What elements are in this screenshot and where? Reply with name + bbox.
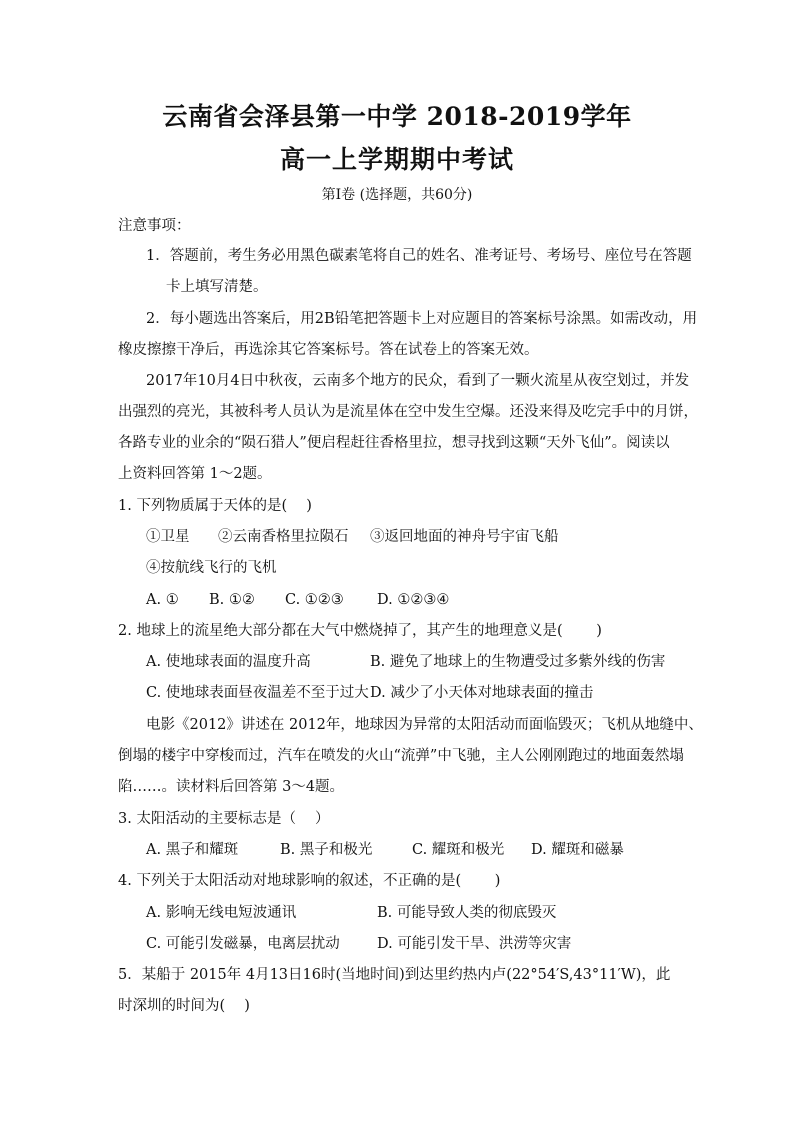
q1-item-4: ④按航线飞行的飞机: [146, 560, 277, 576]
q2-stem: 2. 地球上的流星绝大部分都在大气中燃烧掉了，其产生的地理意义是( ): [118, 623, 602, 639]
q2-option-d: D. 减少了小天体对地球表面的撞击: [370, 685, 594, 701]
q1-stem: 1. 下列物质属于天体的是( ): [118, 498, 312, 514]
q3-option-a: A. 黑子和耀斑: [146, 842, 239, 858]
passage1-line1: 2017年10月4日中秋夜，云南多个地方的民众，看到了一颗火流星从夜空划过，并发: [146, 373, 690, 389]
q3-option-c: C. 耀斑和极光: [412, 842, 505, 858]
q1-item-2: ②云南香格里拉陨石: [218, 529, 349, 545]
q4-option-c: C. 可能引发磁暴，电离层扰动: [146, 936, 340, 952]
notes-heading: 注意事项：: [118, 218, 191, 234]
q2-option-a: A. 使地球表面的温度升高: [146, 654, 311, 670]
exam-title-line1: 云南省会泽县第一中学 2018-2019学年: [162, 102, 632, 131]
q1-item-3: ③返回地面的神舟号宇宙飞船: [370, 529, 559, 545]
passage2-line1: 电影《2012》讲述在 2012年，地球因为异常的太阳活动而面临毁灭；飞机从地缝中、: [146, 717, 703, 733]
q4-option-a: A. 影响无线电短波通讯: [146, 905, 297, 921]
q3-option-b: B. 黑子和极光: [280, 842, 373, 858]
q1-option-d: D. ①②③④: [377, 592, 450, 608]
notes-item1-line2: 卡上填写清楚。: [166, 279, 268, 295]
q2-option-c: C. 使地球表面昼夜温差不至于过大: [146, 685, 369, 701]
q5-stem-line2: 时深圳的时间为( ): [118, 998, 250, 1014]
q5-stem-line1: 5．某船于 2015年 4月13日16时(当地时间)到达里约热内卢(22°54′S,43°11′W)，此: [118, 967, 671, 983]
q4-option-b: B. 可能导致人类的彻底毁灭: [377, 905, 557, 921]
q1-option-c: C. ①②③: [285, 592, 344, 608]
q1-option-a: A. ①: [146, 592, 179, 608]
passage1-line2: 出强烈的亮光，其被科考人员认为是流星体在空中发生空爆。还没来得及吃完手中的月饼，: [118, 404, 698, 420]
q1-option-b: B. ①②: [209, 592, 255, 608]
section-subtitle: 第Ⅰ卷 (选择题，共60分): [321, 187, 473, 203]
notes-item2-line1: 2．每小题选出答案后，用2B铅笔把答题卡上对应题目的答案标号涂黑。如需改动，用: [146, 311, 698, 327]
passage1-line3: 各路专业的业余的“陨石猎人”便启程赶往香格里拉，想寻找到这颗“天外飞仙”。阅读以: [118, 435, 670, 451]
passage1-line4: 上资料回答第 1～2题。: [118, 466, 272, 482]
q2-option-b: B. 避免了地球上的生物遭受过多紫外线的伤害: [370, 654, 666, 670]
q1-item-1: ①卫星: [146, 529, 190, 545]
notes-item2-line2: 橡皮擦擦干净后，再选涂其它答案标号。答在试卷上的答案无效。: [118, 342, 539, 358]
notes-item1-line1: 1．答题前，考生务必用黑色碳素笔将自己的姓名、准考证号、考场号、座位号在答题: [146, 248, 692, 264]
passage2-line2: 倒塌的楼宇中穿梭而过，汽车在喷发的火山“流弹”中飞驰，主人公刚刚跑过的地面轰然塌: [118, 748, 684, 764]
q3-stem: 3. 太阳活动的主要标志是（ ）: [118, 811, 330, 827]
q4-option-d: D. 可能引发干旱、洪涝等灾害: [377, 936, 572, 952]
passage2-line3: 陷……。读材料后回答第 3～4题。: [118, 779, 345, 795]
exam-title-line2: 高一上学期期中考试: [279, 145, 514, 174]
q3-option-d: D. 耀斑和磁暴: [531, 842, 624, 858]
q4-stem: 4. 下列关于太阳活动对地球影响的叙述，不正确的是( ): [118, 873, 501, 889]
